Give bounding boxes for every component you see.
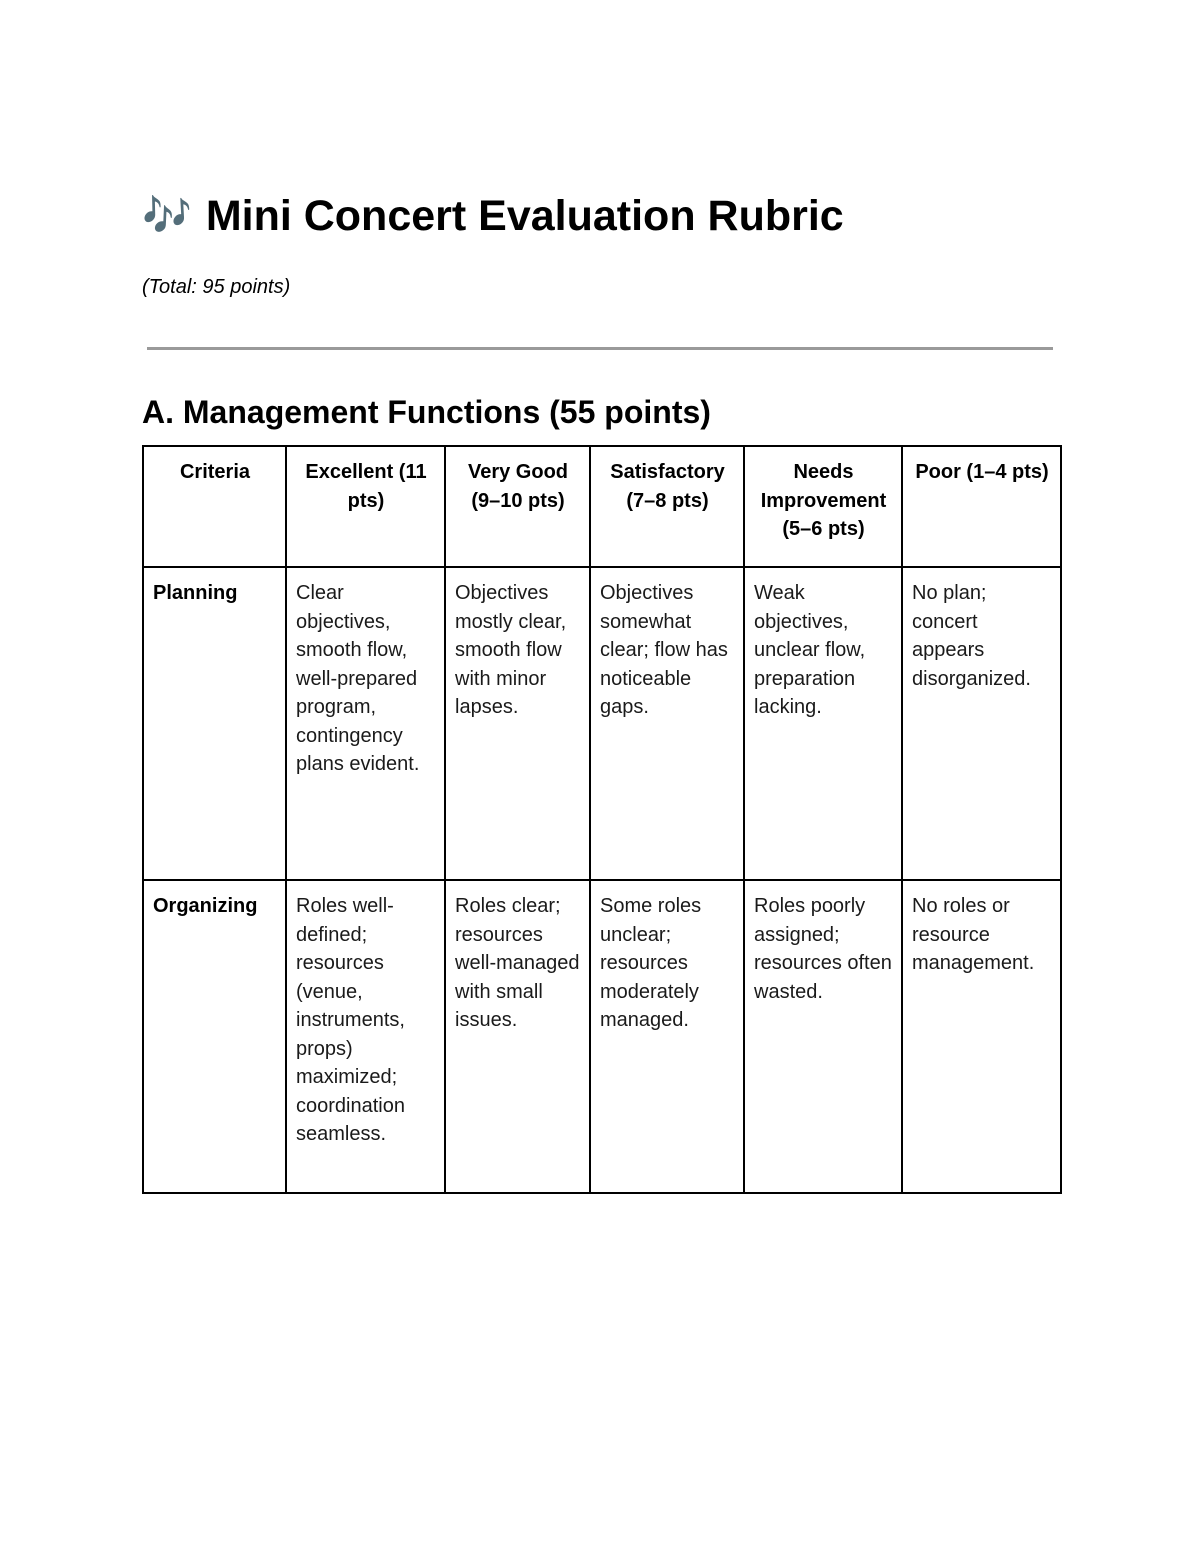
table-row	[143, 880, 1061, 1193]
table-cell: Roles poorly assigned; resources often wasted.	[744, 880, 902, 1193]
column-header-very-good: Very Good (9–10 pts)	[445, 446, 590, 567]
criteria-organizing: Organizing	[143, 880, 286, 1193]
column-header-poor: Poor (1–4 pts)	[902, 446, 1061, 567]
column-header-criteria: Criteria	[143, 446, 286, 567]
document-title-row	[142, 188, 844, 244]
table-cell: Roles well-defined; resources (venue, instruments, props) maximized; coordination seamless.	[286, 880, 445, 1193]
document-title: Mini Concert Evaluation Rubric	[205, 191, 844, 240]
criteria-planning: Planning	[143, 567, 286, 880]
rubric-table	[142, 445, 1062, 1194]
total-points-note: (Total: 95 points)	[142, 276, 291, 298]
table-cell: Some roles unclear; resources moderately managed.	[590, 880, 744, 1193]
table-header-row	[143, 446, 1061, 567]
section-heading-management-functions: A. Management Functions (55 points)	[142, 394, 711, 430]
table-cell: Objectives mostly clear, smooth flow with minor lapses.	[445, 567, 590, 880]
music-notes-icon: 🎶	[142, 193, 192, 239]
column-header-needs-improvement: Needs Improvement (5–6 pts)	[744, 446, 902, 567]
table-cell: Roles clear; resources well-managed with small issues.	[445, 880, 590, 1193]
table-cell: Clear objectives, smooth flow, well-prepared program, contingency plans evident.	[286, 567, 445, 880]
table-cell: Weak objectives, unclear flow, preparation lacking.	[744, 567, 902, 880]
column-header-excellent: Excellent (11 pts)	[286, 446, 445, 567]
table-cell: Objectives somewhat clear; flow has noticeable gaps.	[590, 567, 744, 880]
table-cell: No roles or resource management.	[902, 880, 1061, 1193]
table-row	[143, 567, 1061, 880]
horizontal-divider	[147, 347, 1053, 350]
table-cell: No plan; concert appears disorganized.	[902, 567, 1061, 880]
column-header-satisfactory: Satisfactory (7–8 pts)	[590, 446, 744, 567]
